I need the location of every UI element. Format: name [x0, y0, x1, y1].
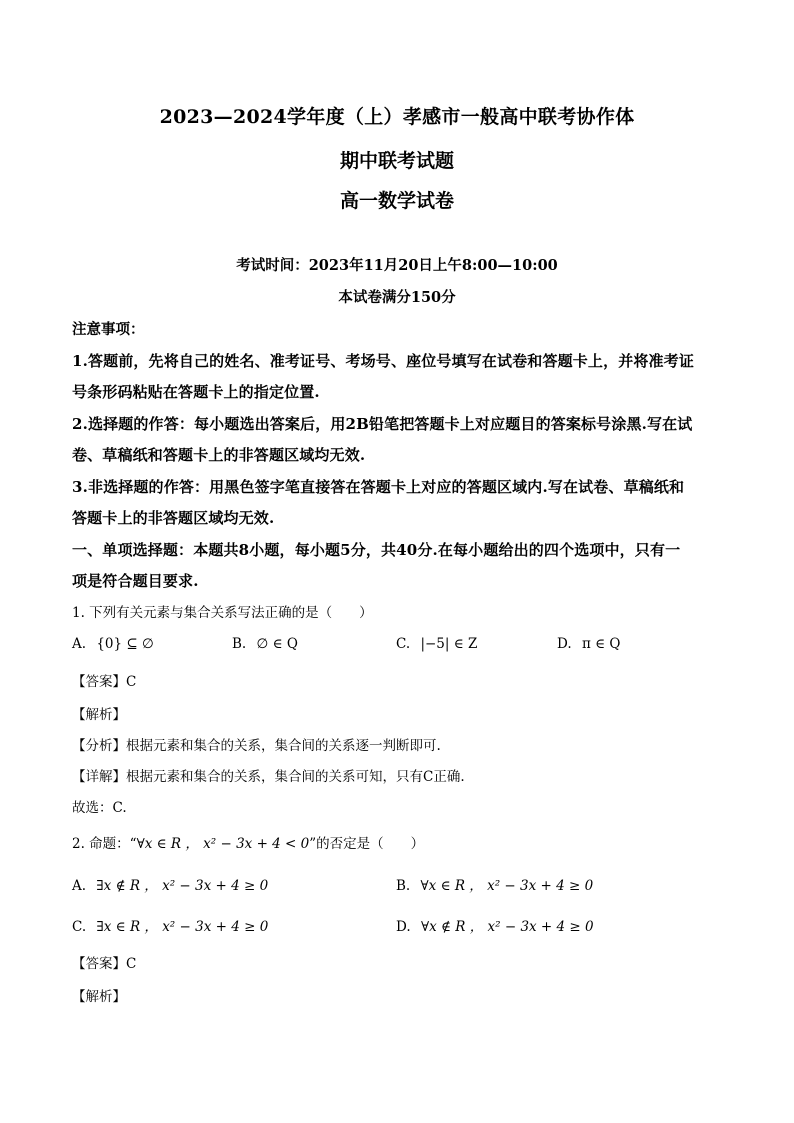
q2-option-a-text: ∃x ∉ R ， x² − 3x + 4 ≥ 0 [96, 878, 269, 894]
notes-heading: 注意事项： [72, 321, 145, 338]
q2-option-d-text: ∀x ∉ R ， x² − 3x + 4 ≥ 0 [420, 919, 594, 935]
q1-answer [72, 670, 136, 690]
q1-option-b-text: ∅ ∈ Q [256, 636, 298, 652]
q1-xiangjie [72, 765, 465, 785]
q2-analysis-tag: 【解析】 [72, 989, 126, 1005]
q2-option-c-label: C. [72, 919, 87, 935]
section1-heading-line2: 项是符合题目要求. [72, 572, 199, 590]
q1-fenxi-text: 根据元素和集合的关系，集合间的关系逐一判断即可. [126, 738, 441, 754]
question1-stem: 1. 下列有关元素与集合关系写法正确的是（ ） [72, 605, 373, 621]
q1-xiangjie-text: 根据元素和集合的关系，集合间的关系可知，只有C正确. [126, 769, 465, 785]
section1-heading-line1: 一、单项选择题：本题共8小题，每小题5分，共40分.在每小题给出的四个选项中，只有一 [72, 541, 681, 559]
q1-answer-value: C [126, 674, 137, 690]
note-item2-line2: 卷、草稿纸和答题卡上的非答题区域均无效. [72, 446, 366, 464]
q2-option-c-text: ∃x ∈ R ， x² − 3x + 4 ≥ 0 [96, 919, 269, 935]
q1-option-b-label: B. [232, 636, 247, 652]
q1-choice: 故选：C. [72, 800, 127, 816]
q1-option-a [72, 636, 154, 652]
q1-analysis-tag: 【解析】 [72, 707, 126, 723]
q2-option-d-label: D. [396, 919, 411, 935]
q1-option-a-text: {0} ⊆ ∅ [96, 636, 154, 652]
q2-option-b-text: ∀x ∈ R ， x² − 3x + 4 ≥ 0 [420, 878, 594, 894]
q2-answer-value: C [126, 956, 137, 972]
note-item1-line1: 1.答题前，先将自己的姓名、准考证号、考场号、座位号填写在试卷和答题卡上，并将准考证 [72, 352, 694, 370]
q1-xiangjie-tag: 【详解】 [72, 769, 126, 785]
note-item3-line2: 答题卡上的非答题区域均无效. [72, 509, 275, 527]
exam-title-line2: 期中联考试题 [339, 150, 454, 172]
q1-option-b [232, 636, 298, 652]
q2-option-d [396, 915, 594, 935]
q2-stem-math: ∀x ∈ R ， x² − 3x + 4 < 0 [136, 836, 310, 852]
q2-stem-prefix: 2. 命题：“ [72, 836, 137, 852]
exam-time: 考试时间：2023年11月20日上午8:00—10:00 [236, 257, 558, 274]
q2-stem-suffix: ”的否定是（ ） [309, 836, 425, 852]
q2-option-b [396, 874, 593, 894]
q1-option-a-label: A. [72, 636, 87, 652]
q1-fenxi [72, 734, 441, 754]
full-score: 本试卷满分150分 [338, 289, 456, 306]
question2-stem [72, 832, 424, 852]
q2-answer-tag: 【答案】 [72, 956, 126, 972]
note-item3-line1: 3.非选择题的作答：用黑色签字笔直接答在答题卡上对应的答题区域内.写在试卷、草稿纸和 [72, 478, 685, 496]
q1-option-c-label: C. [396, 636, 411, 652]
q1-answer-tag: 【答案】 [72, 674, 126, 690]
q1-option-d-label: D. [557, 636, 572, 652]
exam-title-line3: 高一数学试卷 [339, 190, 454, 212]
note-item2-line1: 2.选择题的作答：每小题选出答案后，用2B铅笔把答题卡上对应题目的答案标号涂黑.写在试 [72, 415, 693, 433]
q2-option-a-label: A. [72, 878, 87, 894]
q2-option-b-label: B. [396, 878, 411, 894]
q1-option-d-text: π ∈ Q [581, 636, 621, 652]
q2-option-a [72, 874, 268, 894]
exam-title-line1: 2023—2024学年度（上）孝感市一般高中联考协作体 [159, 106, 635, 128]
q1-option-c-text: |−5| ∈ Z [420, 636, 478, 652]
q1-fenxi-tag: 【分析】 [72, 738, 126, 754]
q2-option-c [72, 915, 268, 935]
q2-answer [72, 952, 136, 972]
q1-option-d [557, 636, 620, 652]
q1-option-c [396, 636, 477, 652]
note-item1-line2: 号条形码粘贴在答题卡上的指定位置. [72, 383, 320, 401]
